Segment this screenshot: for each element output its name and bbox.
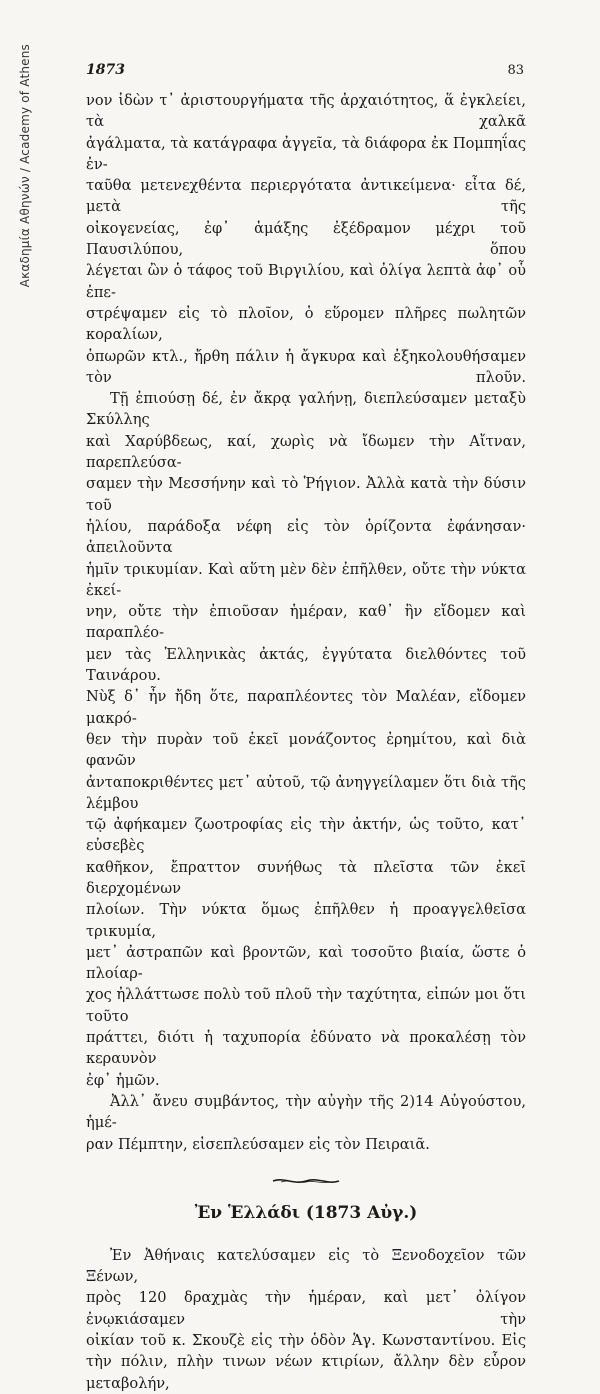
running-head-year: 1873 <box>86 62 125 78</box>
text-line: καὶ Χαρύβδεως, καί, χωρὶς νὰ ἴδωμεν τὴν Αἴτναν, παρεπλεύσα- <box>86 432 526 472</box>
paragraph-2 <box>86 388 526 1091</box>
page-number: 83 <box>507 63 524 78</box>
text-line: ἀγάλματα, τὰ κατάγραφα ἀγγεῖα, τὰ διάφορα ἐκ Πομπηΐας ἐν- <box>86 134 526 173</box>
text-line: τῷ ἀφήκαμεν ζωοτροφίας εἰς τὴν ἀκτήν, ὡς τοῦτο, κατ᾽ εὐσεβὲς <box>86 816 526 855</box>
section-divider-ornament <box>86 1177 526 1185</box>
text-line: ἀνταποκριθέντες μετ᾽ αὐτοῦ, τῷ ἀνηγγείλαμεν ὅτι διὰ τῆς λέμβου <box>86 773 526 812</box>
paragraph-3 <box>86 1091 526 1155</box>
text-line: θεν τὴν πυρὰν τοῦ ἐκεῖ μονάζοντος ἐρημίτου, καὶ διὰ φανῶν <box>86 730 526 770</box>
text-line: ταῦθα μετενεχθέντα περιεργότατα ἀντικείμενα· εἶτα δέ, μετὰ τῆς <box>86 177 526 216</box>
text-line: ἡμῖν τρικυμίαν. Καὶ αὕτη μὲν δὲν ἐπῆλθεν, οὔτε τὴν νύκτα ἐκεί- <box>86 560 526 599</box>
text-line: τὴν πόλιν, πλὴν τινων νέων κτιρίων, ἄλλην δὲν εὗρον μεταβολήν, <box>86 1353 526 1392</box>
text-line: Ἀλλ᾽ ἄνευ συμβάντος, τὴν αὐγὴν τῆς 2)14 Αὐγούστου, ἡμέ- <box>86 1092 526 1132</box>
text-line: ἡλίου, παράδοξα νέφη εἰς τὸν ὁρίζοντα ἐφάνησαν· ἀπειλοῦντα <box>86 517 526 557</box>
text-line: πράττει, διότι ἡ ταχυπορία ἐδύνατο νὰ προκαλέσῃ τὸν κεραυνὸν <box>86 1029 526 1068</box>
text-line: οἰκογενείας, ἐφ᾽ ἁμάξης ἐξέδραμον μέχρι τοῦ Παυσιλύπου, ὅπου <box>86 219 526 259</box>
watermark <box>0 0 50 911</box>
divider-flourish-icon <box>271 1177 341 1185</box>
text-line: πλοίων. Τὴν νύκτα ὅμως ἐπῆλθεν ἡ προαγγελθεῖσα τρικυμία, <box>86 901 526 940</box>
text-line: Ἐν Ἀθήναις κατελύσαμεν εἰς τὸ Ξενοδοχεῖον τῶν Ξένων, <box>86 1246 526 1286</box>
book-page <box>86 62 526 1394</box>
text-line: πρὸς 120 δραχμὰς τὴν ἡμέραν, καὶ μετ᾽ ὀλίγον ἐνῳκιάσαμεν τὴν <box>86 1289 526 1328</box>
paragraph-1 <box>86 90 526 388</box>
watermark-text: Ακαδημία Αθηνών / Academy of Athens <box>18 44 32 288</box>
text-line: σαμεν τὴν Μεσσήνην καὶ τὸ Ῥήγιον. Ἀλλὰ κατὰ τὴν δύσιν τοῦ <box>86 475 526 514</box>
text-line: Νὺξ δ᾽ ἦν ἤδη ὅτε, παραπλέοντες τὸν Μαλέαν, εἴδομεν μακρό- <box>86 688 526 727</box>
section-2-text <box>86 1245 526 1394</box>
text-line: στρέψαμεν εἰς τὸ πλοῖον, ὁ εὕρομεν πλῆρες πωλητῶν κοραλίων, <box>86 304 526 344</box>
text-line: μεν τὰς Ἑλληνικὰς ἀκτάς, ἐγγύτατα διελθόντες τοῦ Ταινάρου. <box>86 645 526 685</box>
paragraph-4 <box>86 1245 526 1394</box>
text-line: χος ἠλλάττωσε πολὺ τοῦ πλοῦ τὴν ταχύτητα, εἰπών μοι ὅτι τοῦτο <box>86 986 526 1025</box>
text-line: ἐφ᾽ ἡμῶν. <box>86 1071 160 1089</box>
text-line: ραν Πέμπτην, εἰσεπλεύσαμεν εἰς τὸν Πειραιᾶ. <box>86 1135 430 1153</box>
text-line: οἰκίαν τοῦ κ. Σκουζὲ εἰς τὴν ὁδὸν Ἁγ. Κωνσταντίνου. Εἰς <box>86 1332 526 1350</box>
text-line: Τῇ ἐπιούσῃ δέ, ἐν ἄκρᾳ γαλήνῃ, διεπλεύσαμεν μεταξὺ Σκύλλης <box>86 390 526 429</box>
text-line: ὀπωρῶν κτλ., ἤρθη πάλιν ἡ ἄγκυρα καὶ ἐξηκολουθήσαμεν τὸν πλοῦν. <box>86 347 526 386</box>
section-1-text <box>86 90 526 1155</box>
text-line: λέγεται ὢν ὁ τάφος τοῦ Βιργιλίου, καὶ ὀλίγα λεπτὰ ἀφ᾽ οὗ ἐπε- <box>86 262 526 301</box>
text-line: μετ᾽ ἀστραπῶν καὶ βροντῶν, καὶ τοσοῦτο βιαία, ὥστε ὁ πλοίαρ- <box>86 943 526 983</box>
running-head <box>86 62 526 90</box>
text-line: καθῆκον, ἔπραττον συνήθως τὰ πλεῖστα τῶν ἐκεῖ διερχομένων <box>86 858 526 897</box>
text-line: νον ἰδὼν τ᾽ ἀριστουργήματα τῆς ἀρχαιότητος, ἅ ἐγκλείει, τὰ χαλκᾶ <box>86 92 526 131</box>
text-line: νην, οὔτε τὴν ἐπιοῦσαν ἡμέραν, καθ᾽ ἣν εἴδομεν καὶ παραπλέο- <box>86 603 526 642</box>
section-heading: Ἐν Ἑλλάδι (1873 Αὐγ.) <box>194 1202 418 1223</box>
